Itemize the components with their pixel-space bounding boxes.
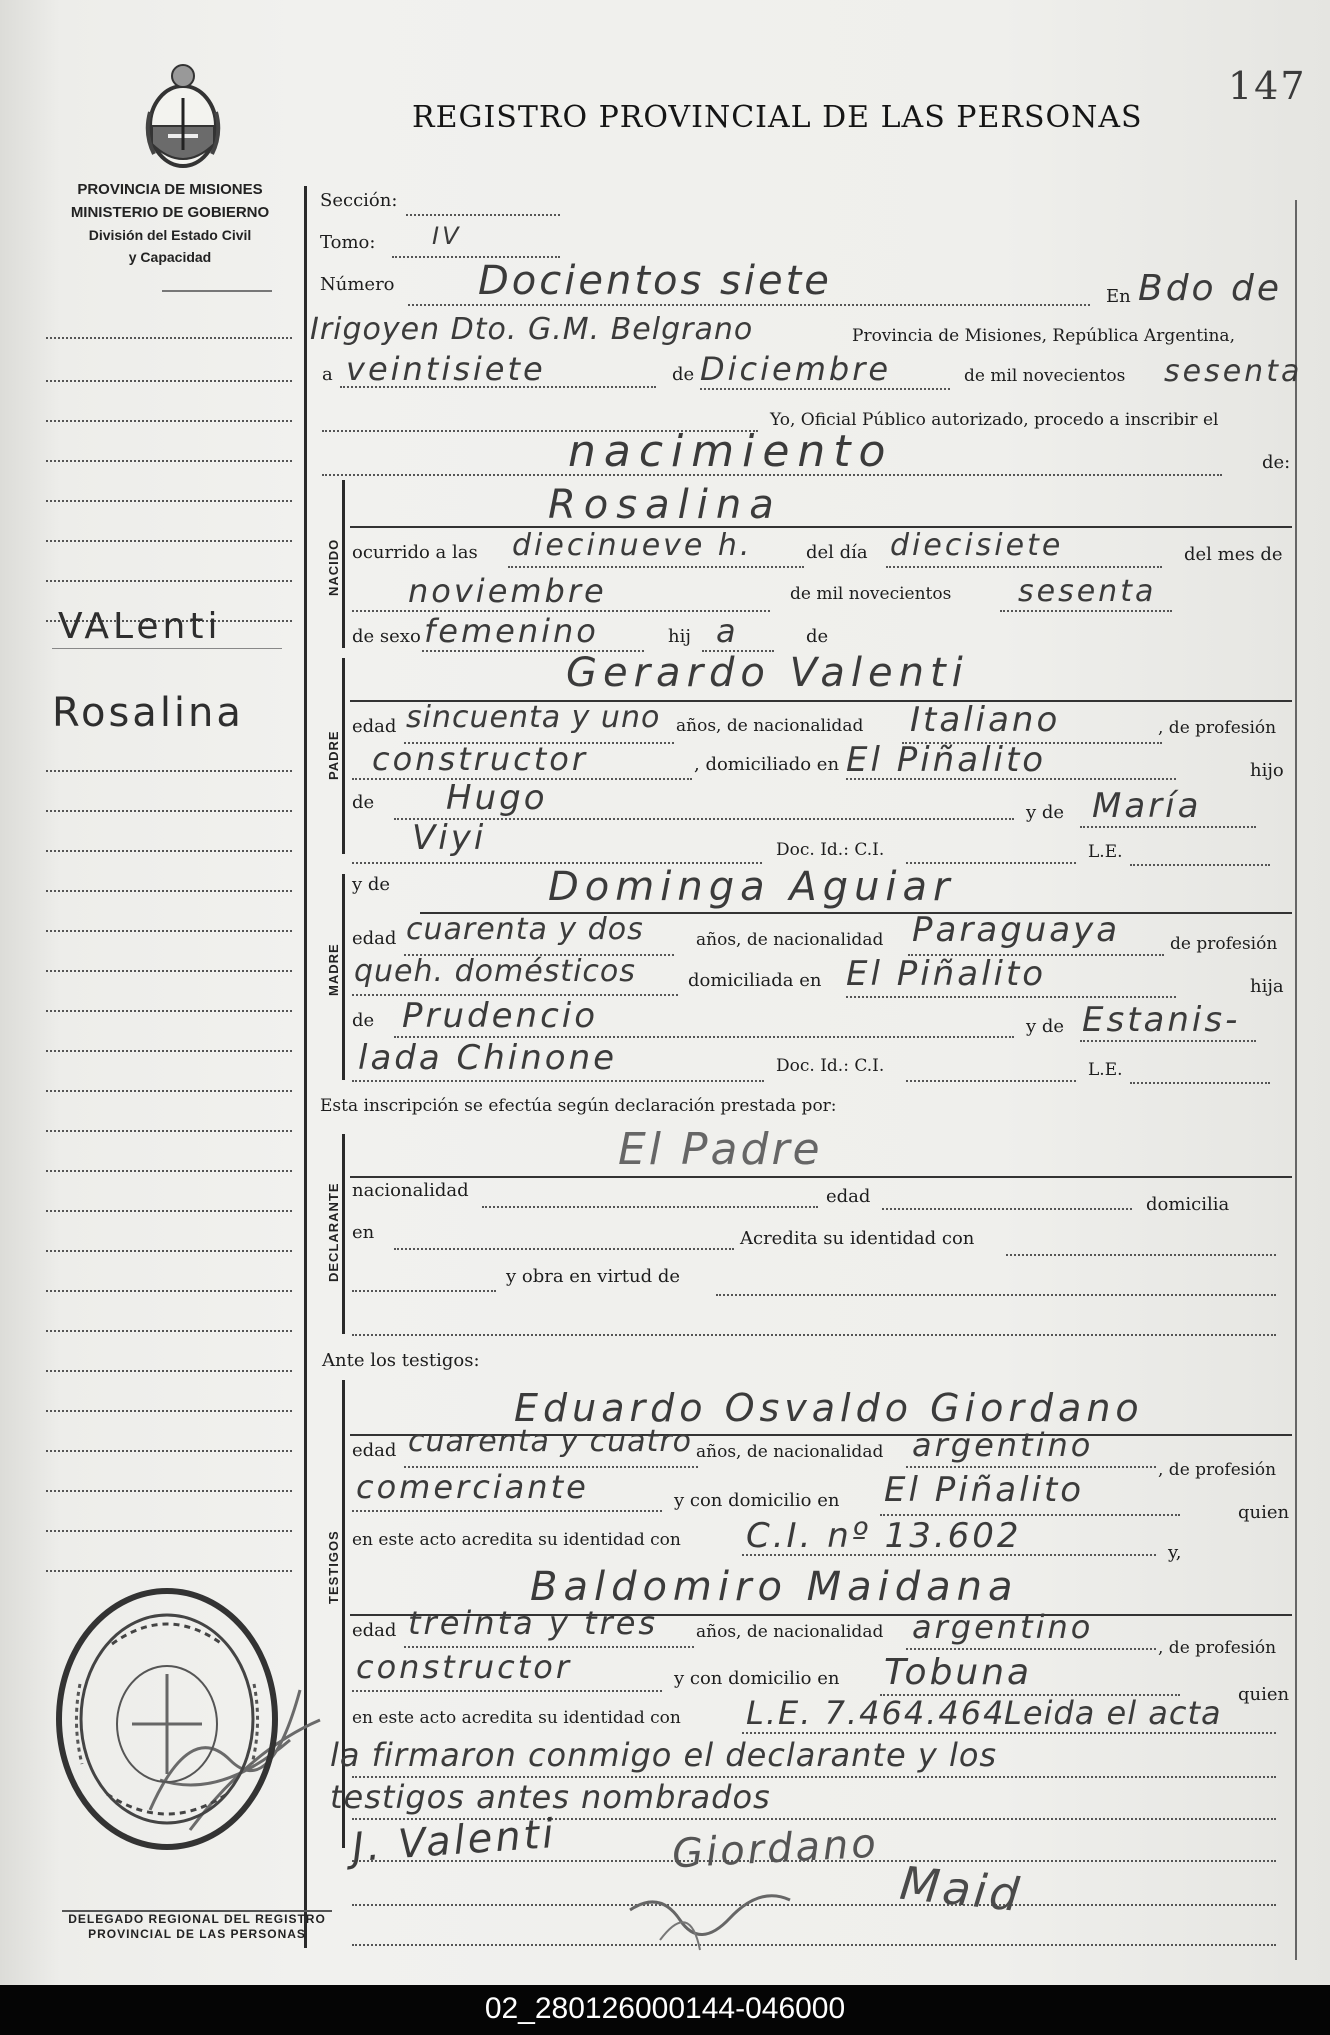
signature-witness1: Giordano	[670, 1820, 880, 1878]
lugar-value: Bdo de	[1138, 268, 1283, 309]
margin-note-surname: VALenti	[58, 606, 222, 647]
testigo1-doc: C.I. nº 13.602	[746, 1516, 1022, 1556]
declarante-section-label: DECLARANTE	[326, 1182, 341, 1282]
hij-value: a	[716, 612, 739, 650]
right-border	[1295, 200, 1297, 1960]
testigo1-acredita-label: en este acto acredita su identidad con	[352, 1530, 681, 1550]
signature-witness2: Maid	[897, 1855, 1025, 1923]
declarante-domicilio-label: domicilia	[1146, 1194, 1230, 1215]
nacido-de-label: de	[806, 626, 829, 647]
nacido-mes-value: noviembre	[408, 572, 607, 610]
closing-line3: testigos antes nombrados	[330, 1778, 771, 1816]
declarante-acredita-label: Acredita su identidad con	[740, 1228, 975, 1249]
padre-nacionalidad: Italiano	[910, 700, 1061, 740]
testigo2-doc: L.E. 7.464.464	[746, 1694, 1006, 1732]
padre-nombre: Gerardo Valenti	[566, 650, 969, 696]
testigo1-profesion-label: , de profesión	[1158, 1460, 1277, 1480]
testigo2-profesion-label: , de profesión	[1158, 1638, 1277, 1658]
declarante-edad-label: edad	[826, 1186, 871, 1207]
acto-value: nacimiento	[568, 426, 894, 477]
testigo2-nombre: Baldomiro Maidana	[530, 1564, 1019, 1610]
sexo-value: femenino	[424, 612, 599, 650]
testigo1-edad-label: edad	[352, 1440, 397, 1461]
testigo1-edad: cuarenta y cuatro	[408, 1424, 693, 1459]
padre-hijo-label: hijo	[1250, 760, 1284, 781]
closing-line1: Leida el acta	[1004, 1694, 1222, 1732]
testigo1-domicilio-label: y con domicilio en	[674, 1490, 840, 1511]
coat-of-arms-icon	[140, 62, 226, 174]
numero-value: Docientos siete	[478, 258, 832, 304]
mes-value: Diciembre	[700, 350, 892, 388]
oficial-text: Yo, Oficial Público autorizado, procedo a inscribir el	[770, 410, 1219, 430]
nacido-section-label: NACIDO	[326, 538, 341, 596]
official-seal-icon	[52, 1584, 282, 1854]
padre-y-de-label: y de	[1026, 802, 1065, 823]
provincia-text: Provincia de Misiones, República Argentina,	[852, 326, 1235, 346]
abuela-paterna-cont: Viyi	[412, 818, 487, 858]
nacido-bracket	[342, 480, 345, 648]
madre-domicilio: El Piñalito	[846, 954, 1047, 994]
madre-bracket	[342, 874, 345, 1080]
padre-domicilio: El Piñalito	[846, 740, 1047, 780]
madre-de-label: de	[352, 1010, 375, 1031]
signature-father: J. Valenti	[350, 1810, 558, 1872]
closing-line2: la firmaron conmigo el declarante y los	[330, 1736, 998, 1774]
file-id: 02_280126000144-046000	[484, 1992, 846, 2025]
lugar-value-cont: Irigoyen Dto. G.M. Belgrano	[310, 312, 754, 347]
signature-scribble	[620, 1880, 820, 1960]
padre-de-label: de	[352, 792, 375, 813]
madre-y-de2-label: y de	[1026, 1016, 1065, 1037]
madre-edad-label: edad	[352, 928, 397, 949]
del-mes-label: del mes de	[1184, 544, 1283, 565]
dia-value: veintisiete	[346, 350, 546, 388]
issuer-province: PROVINCIA DE MISIONES	[77, 181, 263, 198]
issuer-capacity: y Capacidad	[128, 249, 212, 265]
anio-value: sesenta	[1164, 354, 1303, 389]
madre-doc-label: Doc. Id.: C.I.	[776, 1056, 885, 1076]
issuer-ministry: MINISTERIO DE GOBIERNO	[70, 204, 270, 221]
testigo2-anios-label: años, de nacionalidad	[696, 1622, 884, 1642]
testigo2-domicilio-label: y con domicilio en	[674, 1668, 840, 1689]
padre-anios-label: años, de nacionalidad	[676, 716, 864, 736]
madre-profesion: queh. domésticos	[354, 954, 636, 989]
madre-y-de-label: y de	[352, 874, 391, 895]
nacido-anio-text: de mil novecientos	[790, 584, 952, 604]
margin-note-name: Rosalina	[52, 690, 244, 736]
testigo2-profesion: constructor	[356, 1648, 572, 1686]
issuer-block	[40, 178, 300, 268]
testigo2-edad-label: edad	[352, 1620, 397, 1641]
padre-profesion: constructor	[372, 740, 588, 778]
testigo1-profesion: comerciante	[356, 1468, 589, 1506]
declarante-nacionalidad-label: nacionalidad	[352, 1180, 469, 1201]
page-number: 147	[1228, 64, 1307, 108]
testigo1-domicilio: El Piñalito	[884, 1470, 1085, 1510]
document-title: REGISTRO PROVINCIAL DE LAS PERSONAS	[412, 100, 1143, 135]
testigo2-nacionalidad: argentino	[912, 1608, 1094, 1646]
madre-section-label: MADRE	[326, 943, 341, 996]
madre-edad-value: cuarenta y dos	[406, 912, 644, 947]
declarante-value: El Padre	[618, 1124, 823, 1175]
nacido-dia-value: diecisiete	[890, 528, 1064, 563]
testigo2-domicilio: Tobuna	[884, 1652, 1033, 1693]
de-label: de	[672, 364, 695, 385]
numero-label: Número	[320, 274, 395, 295]
scan-footer-bar	[0, 1985, 1330, 2035]
abuela-materna-cont: lada Chinone	[358, 1038, 618, 1078]
ocurrido-label: ocurrido a las	[352, 542, 478, 563]
caption-line2: PROVINCIAL DE LAS PERSONAS	[88, 1927, 306, 1941]
madre-nombre: Dominga Aguiar	[548, 864, 956, 910]
madre-nacionalidad: Paraguaya	[912, 910, 1121, 950]
hij-label: hij	[668, 626, 691, 647]
testigo2-acredita-label: en este acto acredita su identidad con	[352, 1708, 681, 1728]
testigos-intro: Ante los testigos:	[322, 1350, 480, 1371]
testigo-y-label: y,	[1168, 1542, 1182, 1563]
abuela-materna: Estanis-	[1082, 1000, 1241, 1040]
padre-edad-label: edad	[352, 716, 397, 737]
padre-le-label: L.E.	[1088, 842, 1123, 862]
anio-text: de mil novecientos	[964, 366, 1126, 386]
padre-domiciliado-label: , domiciliado en	[694, 754, 840, 775]
madre-hija-label: hija	[1250, 976, 1284, 997]
nacido-nombre: Rosalina	[548, 482, 782, 528]
testigo1-nombre: Eduardo Osvaldo Giordano	[514, 1386, 1144, 1430]
madre-anios-label: años, de nacionalidad	[696, 930, 884, 950]
issuer-rule	[162, 290, 272, 292]
en-label: En	[1106, 286, 1131, 307]
de-colon: de:	[1262, 452, 1291, 473]
testigos-section-label: TESTIGOS	[326, 1530, 341, 1604]
del-dia-label: del día	[806, 542, 868, 563]
padre-section-label: PADRE	[326, 730, 341, 780]
abuelo-materno: Prudencio	[402, 996, 599, 1036]
padre-doc-label: Doc. Id.: C.I.	[776, 840, 885, 860]
declaracion-text: Esta inscripción se efectúa según declaración prestada por:	[320, 1096, 837, 1116]
hora-value: diecinueve h.	[512, 528, 753, 563]
madre-profesion-label: de profesión	[1170, 934, 1278, 954]
testigo2-edad: treinta y tres	[408, 1604, 659, 1642]
madre-le-label: L.E.	[1088, 1060, 1123, 1080]
tomo-value: IV	[432, 222, 462, 250]
declarante-bracket	[342, 1134, 345, 1334]
madre-domiciliada-label: domiciliada en	[688, 970, 822, 991]
signature-caption	[62, 1912, 332, 1942]
padre-bracket	[342, 658, 345, 854]
tomo-label: Tomo:	[320, 232, 376, 253]
abuelo-paterno: Hugo	[446, 778, 548, 818]
a-label: a	[322, 364, 333, 385]
sexo-label: de sexo	[352, 626, 421, 647]
seccion-label: Sección:	[320, 190, 398, 211]
declarante-obra-label: y obra en virtud de	[506, 1266, 681, 1287]
nacido-anio-value: sesenta	[1018, 574, 1157, 609]
caption-line1: DELEGADO REGIONAL DEL REGISTRO	[68, 1912, 326, 1926]
testigo1-anios-label: años, de nacionalidad	[696, 1442, 884, 1462]
declarante-en-label: en	[352, 1222, 375, 1243]
testigo1-quien-label: quien	[1238, 1502, 1290, 1523]
padre-profesion-label: , de profesión	[1158, 718, 1277, 738]
padre-edad-value: sincuenta y uno	[406, 700, 661, 735]
issuer-division: División del Estado Civil	[88, 227, 252, 243]
abuela-paterna: María	[1092, 786, 1202, 826]
testigo2-quien-label: quien	[1238, 1684, 1290, 1705]
testigo1-nacionalidad: argentino	[912, 1426, 1094, 1464]
